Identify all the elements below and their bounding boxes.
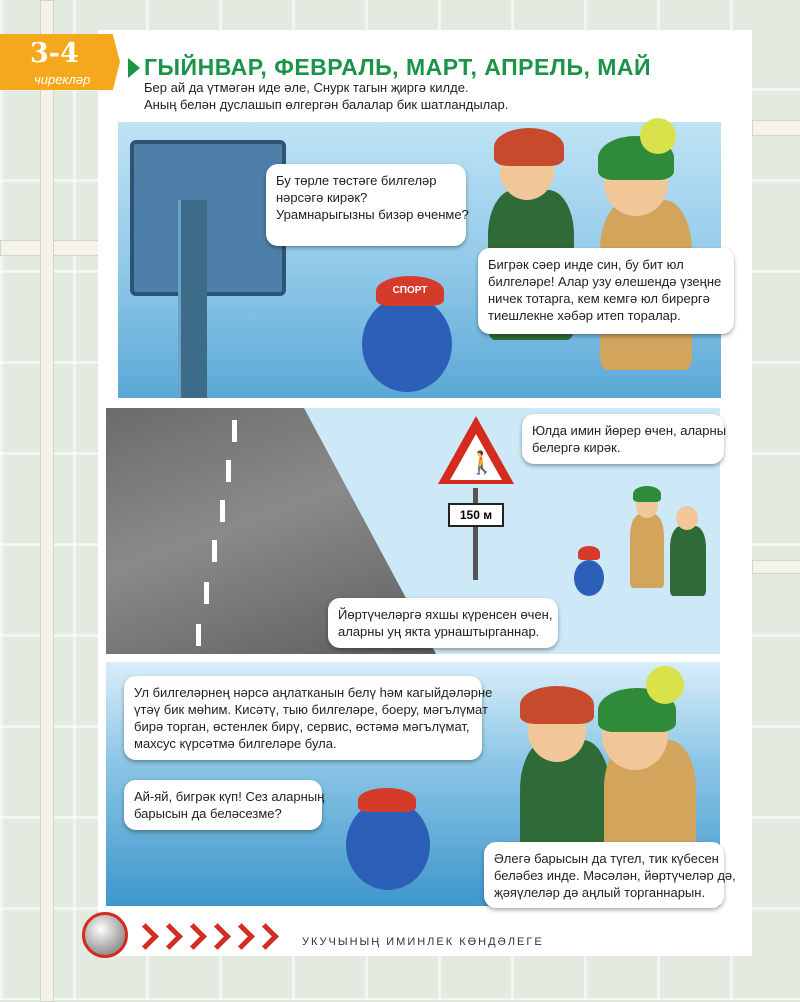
road-marking (226, 460, 231, 482)
map-street (752, 560, 800, 574)
bubble-line: үтәү бик мөһим. Кисәтү, тыю билгеләре, боеру, мәгълүмат (134, 702, 488, 717)
map-street (752, 120, 800, 136)
bubble-line: Ай-яй, бигрәк күп! Сез аларның (134, 789, 325, 804)
footer-title: УКУЧЫНЫҢ ИМИНЛЕК КӨНДӘЛЕГЕ (302, 936, 544, 948)
bubble-line: Юлда имин йөрер өчен, аларны (532, 423, 727, 438)
chevron-right-icon (160, 924, 182, 946)
bubble-line: барысын да беләсезме? (134, 806, 282, 821)
road-marking (212, 540, 217, 562)
bubble-line: Бу төрле төстәге билгеләр (276, 173, 437, 188)
road-marking (220, 500, 225, 522)
bubble-line: бирә торган, өстенлек бирү, сервис, өстәмә мәгълүмат, (134, 719, 470, 734)
boy-face-small (676, 506, 698, 530)
page-title: ГЫЙНВАР, ФЕВРАЛЬ, МАРТ, АПРЕЛЬ, МАЙ (144, 54, 652, 80)
mascot-hat-small (578, 546, 600, 560)
speech-bubble-explain (124, 676, 493, 760)
girl-hat-small (633, 486, 661, 502)
speech-bubble-kids-answer (478, 248, 734, 334)
road-marking (204, 582, 209, 604)
road-marking (232, 420, 237, 442)
mascot-hat: СПОРТ (376, 276, 444, 306)
road-marking (196, 624, 201, 646)
speech-bubble-mascot (124, 780, 325, 830)
bubble-line: беләбез инде. Мәсәлән, йөртүчеләр дә, (494, 868, 736, 883)
bubble-line: белергә кирәк. (532, 440, 621, 455)
girl-figure-small (630, 514, 664, 588)
speech-bubble-boy (328, 598, 558, 648)
chevron-right-icon (232, 924, 254, 946)
sign-pole (178, 200, 207, 398)
footer-sign-icon (82, 912, 128, 958)
boy-figure-small (670, 526, 706, 596)
chevron-right-icon (208, 924, 230, 946)
road-sign-back-icon (130, 140, 286, 296)
pedestrian-icon: 🚶 (468, 450, 496, 475)
bubble-line: Бигрәк сәер инде син, бу бит юл (488, 257, 684, 272)
hat-pompom (640, 118, 676, 154)
sign-pole (473, 488, 478, 580)
title-arrow-icon (128, 58, 140, 78)
hat-pompom (646, 666, 684, 704)
chevron-right-icon (136, 924, 158, 946)
bubble-line: тиешлекне хәбәр итеп торалар. (488, 308, 681, 323)
distance-plate: 150 м (448, 503, 504, 527)
chevron-right-icon (184, 924, 206, 946)
bubble-line: Әлегә барысын да түгел, тик күбесен (494, 851, 719, 866)
mascot-hat (358, 788, 416, 812)
map-street (40, 0, 54, 1002)
bubble-line: Урамнарыгызны бизәр өченме? (276, 207, 469, 222)
bubble-line: билгеләре! Алар узу өлешендә үзеңне (488, 274, 722, 289)
boy-hat (520, 686, 594, 724)
bubble-line: Ул билгеләрнең нәрсә аңлатканын белү һәм кагыйдәләрне (134, 685, 493, 700)
quarter-number: 3-4 (30, 38, 79, 69)
mascot-snurk (346, 800, 430, 890)
speech-bubble-mascot-question (266, 164, 469, 246)
bubble-line: ничек тотарга, кем кемгә юл бирергә (488, 291, 710, 306)
mascot-snurk (362, 296, 452, 392)
bubble-line: Йөртүчеләргә яхшы күренсен өчен, (338, 607, 553, 622)
bubble-line: нәрсәгә кирәк? (276, 190, 368, 205)
bubble-line: махсус күрсәтмә билгеләре була. (134, 736, 337, 751)
boy-hat (494, 128, 564, 166)
speech-bubble-answer (484, 842, 736, 908)
speech-bubble-girl (522, 414, 727, 464)
quarter-label: чирекләр (34, 72, 91, 87)
bubble-line: аларны уң якта урнаштырганнар. (338, 624, 540, 639)
chevron-right-icon (256, 924, 278, 946)
mascot-small (574, 560, 604, 596)
bubble-line: җәяүлеләр дә аңлый торганнарын. (494, 885, 706, 900)
intro-line: Бер ай да үтмәгән иде әле, Снурк тагын җиргә килде. (144, 80, 469, 95)
intro-line: Аның белән дуслашып өлгергән балалар бик шатландылар. (144, 97, 509, 112)
